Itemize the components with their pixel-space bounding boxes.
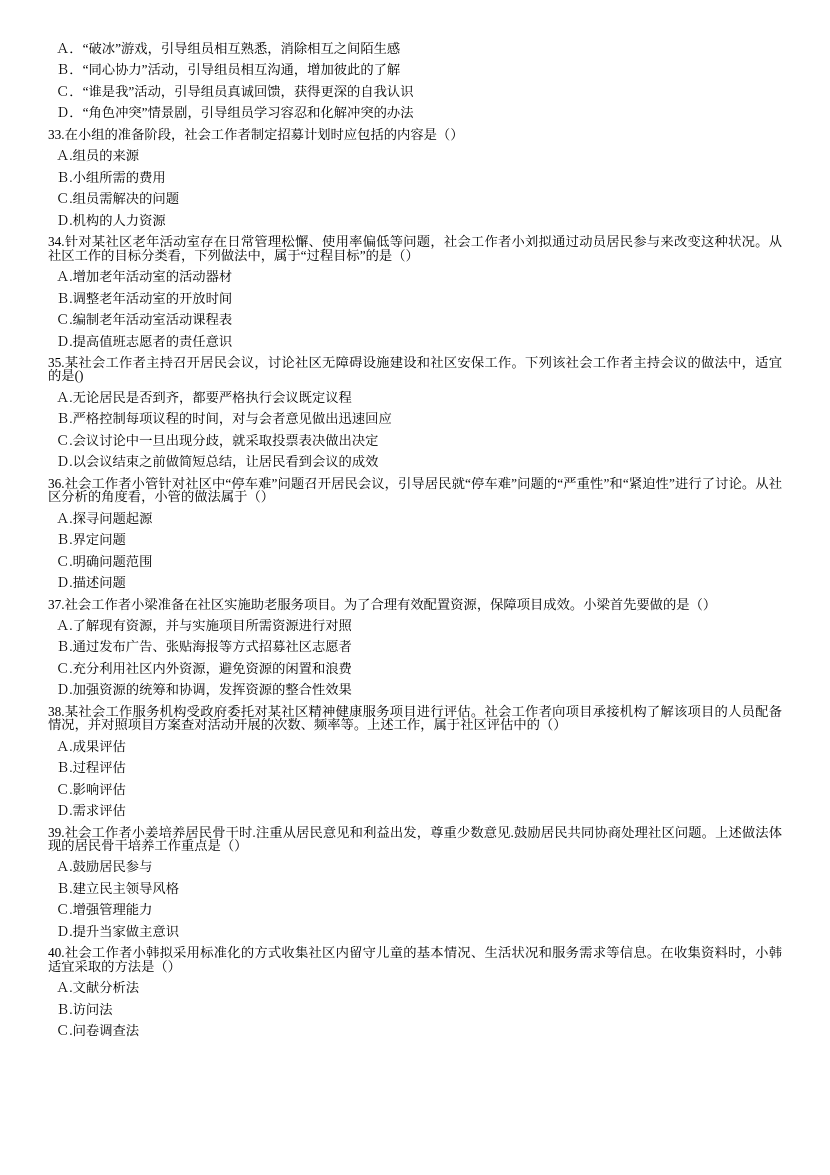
option-item: Ｂ.通过发布广告、张贴海报等方式招募社区志愿者 <box>56 639 352 655</box>
option-item: Ｂ．“同心协力”活动，引导组员相互沟通，增加彼此的了解 <box>56 62 401 78</box>
option-item: Ｄ．“角色冲突”情景剧，引导组员学习容忍和化解冲突的办法 <box>56 105 414 121</box>
option-item: Ｃ.明确问题范围 <box>56 553 153 569</box>
option-item: Ａ.鼓励居民参与 <box>56 859 153 875</box>
option-item: Ａ.组员的来源 <box>56 148 140 164</box>
question-block <box>48 598 782 697</box>
question-stem: 37.社会工作者小梁准备在社区实施助老服务项目。为了合理有效配置资源，保障项目成效。小梁首先要做的是（） <box>48 596 717 612</box>
option-item: Ａ.文献分析法 <box>56 980 140 996</box>
option-item: Ａ.探寻问题起源 <box>56 510 153 526</box>
question-block <box>48 477 782 590</box>
question-block <box>48 826 782 939</box>
question-stem: 39.社会工作者小姜培养居民骨干时.注重从居民意见和利益出发，尊重少数意见.鼓励居民共同协商处理社区问题。上述做法体现的居民骨干培养工作重点是（） <box>48 824 782 853</box>
option-item: Ａ.无论居民是否到齐，都要严格执行会议既定议程 <box>56 389 352 405</box>
option-item: Ｄ.以会议结束之前做简短总结，让居民看到会议的成效 <box>56 454 379 470</box>
option-item: Ａ．“破冰”游戏，引导组员相互熟悉，消除相互之间陌生感 <box>56 41 401 56</box>
option-item: Ｂ.调整老年活动室的开放时间 <box>56 290 233 306</box>
option-item: Ｂ.过程评估 <box>56 760 126 776</box>
option-item: Ｃ.问卷调查法 <box>56 1023 140 1039</box>
option-item: Ｄ.加强资源的统筹和协调，发挥资源的整合性效果 <box>56 682 352 698</box>
option-item: Ｂ.访问法 <box>56 1001 113 1017</box>
question-block <box>48 235 782 348</box>
question-block <box>48 705 782 818</box>
option-item: Ａ.成果评估 <box>56 738 126 754</box>
option-item: Ａ.了解现有资源，并与实施项目所需资源进行对照 <box>56 618 352 633</box>
option-item: Ｄ.机构的人力资源 <box>56 212 166 228</box>
option-item: Ｂ.界定问题 <box>56 532 126 548</box>
option-item: Ｂ.严格控制每项议程的时间，对与会者意见做出迅速回应 <box>56 411 392 427</box>
option-item: Ｄ.描述问题 <box>56 575 126 591</box>
option-item: Ｃ.组员需解决的问题 <box>56 191 179 207</box>
question-block <box>48 356 782 469</box>
option-item: Ｄ.需求评估 <box>56 803 126 819</box>
question-stem: 36.社会工作者小管针对社区中“停车难”问题召开居民会议，引导居民就“停车难”问题的“严重性”和“紧迫性”进行了讨论。从社区分析的角度看，小管的做法属于（） <box>48 475 782 505</box>
question-block <box>48 128 782 227</box>
question-stem: 33.在小组的准备阶段，社会工作者制定招募计划时应包括的内容是（） <box>48 126 464 142</box>
option-item: Ｃ.编制老年活动室活动课程表 <box>56 312 233 328</box>
option-item: Ｃ.充分利用社区内外资源，避免资源的闲置和浪费 <box>56 660 352 676</box>
option-item: Ｄ.提高值班志愿者的责任意识 <box>56 333 233 349</box>
question-block <box>48 42 782 120</box>
option-item: Ｃ.会议讨论中一旦出现分歧，就采取投票表决做出决定 <box>56 432 379 448</box>
option-item: Ａ.增加老年活动室的活动器材 <box>56 269 233 285</box>
option-item: Ｂ.小组所需的费用 <box>56 169 166 185</box>
option-item: Ｃ.增强管理能力 <box>56 902 153 918</box>
option-item: Ｂ.建立民主领导风格 <box>56 880 179 896</box>
question-stem: 38.某社会工作服务机构受政府委托对某社区精神健康服务项目进行评估。社会工作者向项目承接机构了解该项目的人员配备情况，并对照项目方案查对活动开展的次数、频率等。上述工作，属于社区评估中的（） <box>48 703 782 733</box>
option-item: Ｃ．“谁是我”活动，引导组员真诚回馈，获得更深的自我认识 <box>56 83 414 99</box>
option-item: Ｄ.提升当家做主意识 <box>56 923 179 939</box>
question-block <box>48 946 782 1037</box>
option-item: Ｃ.影响评估 <box>56 781 126 797</box>
exam-question-list <box>48 42 782 1037</box>
question-stem: 40.社会工作者小韩拟采用标准化的方式收集社区内留守儿童的基本情况、生活状况和服务需求等信息。在收集资料时，小韩适宜采取的方法是（） <box>48 945 782 974</box>
question-stem: 35.某社会工作者主持召开居民会议，讨论社区无障碍设施建设和社区安保工作。下列该社会工作者主持会议的做法中，适宜的是() <box>48 355 782 384</box>
question-stem: 34.针对某社区老年活动室存在日常管理松懈、使用率偏低等问题，社会工作者小刘拟通过动员居民参与来改变这种状况。从社区工作的目标分类看，下列做法中，属于“过程目标”的是（） <box>48 234 782 263</box>
